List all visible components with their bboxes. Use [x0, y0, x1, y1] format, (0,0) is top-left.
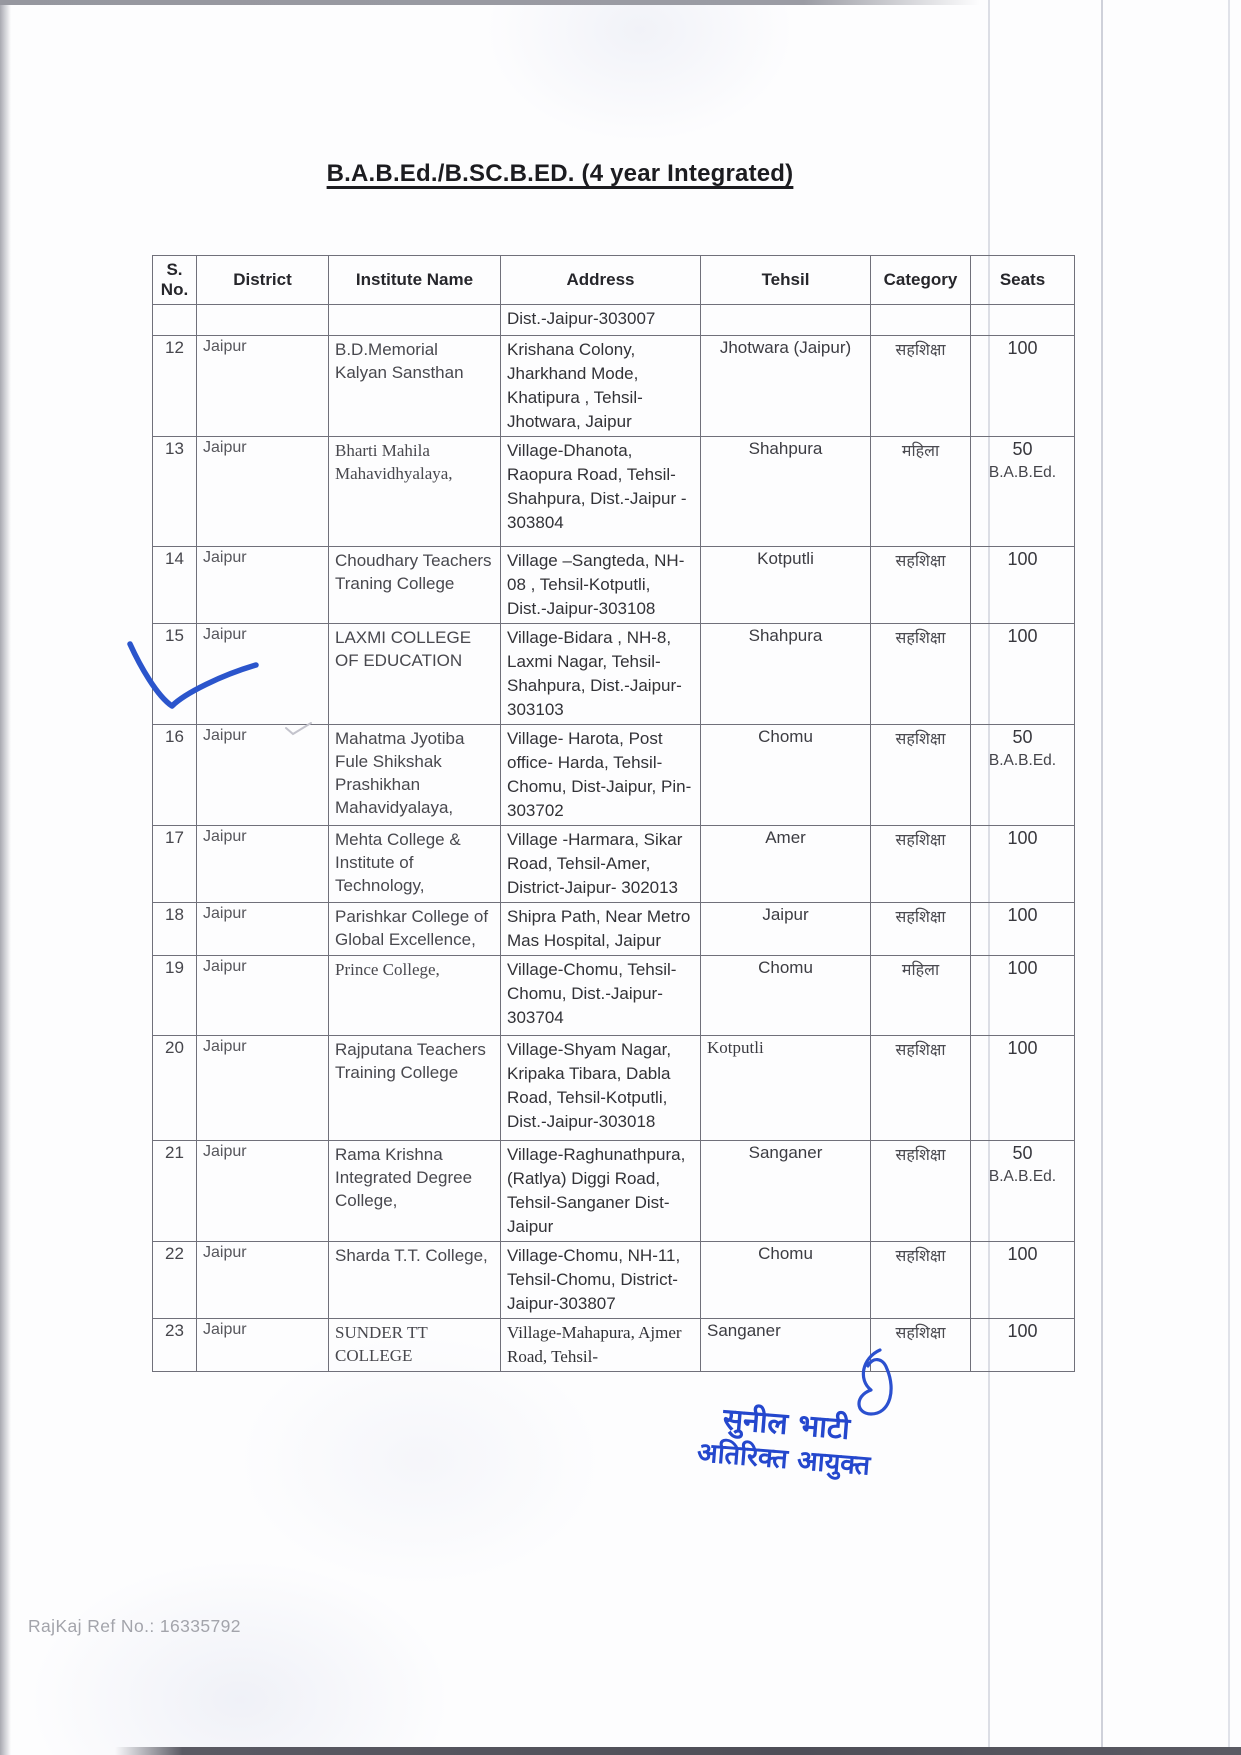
table-row — [153, 826, 1075, 903]
cell-address: Village-Raghunathpura, (Ratlya) Diggi Road, Tehsil-Sanganer Dist-Jaipur — [501, 1141, 701, 1242]
col-header-tehsil: Tehsil — [701, 256, 871, 305]
cell-district: Jaipur — [197, 1036, 329, 1141]
scan-top-edge — [0, 0, 980, 5]
cell-address: Village-Chomu, NH-11, Tehsil-Chomu, District-Jaipur-303807 — [501, 1242, 701, 1319]
cell-address: Village-Mahapura, Ajmer Road, Tehsil- — [501, 1319, 701, 1372]
cell-address: Village -Harmara, Sikar Road, Tehsil-Amer, District-Jaipur- 302013 — [501, 826, 701, 903]
cell-tehsil: Kotputli — [701, 1036, 871, 1141]
cell-seats: 100 — [971, 826, 1075, 903]
cell-sno: 15 — [153, 624, 197, 725]
cell-sno: 21 — [153, 1141, 197, 1242]
cell-institute: Mahatma Jyotiba Fule Shikshak Prashikhan Mahavidyalaya, — [329, 725, 501, 826]
cell-institute: Prince College, — [329, 956, 501, 1036]
cell-district — [197, 305, 329, 336]
cell-district: Jaipur — [197, 547, 329, 624]
cell-tehsil: Jaipur — [701, 903, 871, 956]
cell-seats — [971, 305, 1075, 336]
cell-district: Jaipur — [197, 336, 329, 437]
cell-sno: 14 — [153, 547, 197, 624]
cell-category: सहशिक्षा — [871, 1036, 971, 1141]
cell-category: महिला — [871, 956, 971, 1036]
cell-tehsil: Chomu — [701, 725, 871, 826]
table-row — [153, 1036, 1075, 1141]
col-header-sno: S. No. — [153, 256, 197, 305]
cell-tehsil: Chomu — [701, 1242, 871, 1319]
seats-degree-note: B.A.B.Ed. — [988, 752, 1057, 769]
cell-seats: 100 — [971, 956, 1075, 1036]
cell-institute: LAXMI COLLEGE OF EDUCATION — [329, 624, 501, 725]
cell-address: Village-Chomu, Tehsil-Chomu, Dist.-Jaipur-303704 — [501, 956, 701, 1036]
cell-category: सहशिक्षा — [871, 903, 971, 956]
table-row — [153, 437, 1075, 547]
cell-tehsil: Jhotwara (Jaipur) — [701, 336, 871, 437]
cell-category: सहशिक्षा — [871, 336, 971, 437]
cell-district: Jaipur — [197, 1141, 329, 1242]
cell-address: Krishana Colony, Jharkhand Mode, Khatipura , Tehsil-Jhotwara, Jaipur — [501, 336, 701, 437]
cell-seats: 100 — [971, 624, 1075, 725]
seats-degree-note: B.A.B.Ed. — [988, 464, 1057, 481]
cell-sno: 19 — [153, 956, 197, 1036]
scan-bottom-edge — [115, 1747, 1241, 1755]
cell-institute: Rajputana Teachers Training College — [329, 1036, 501, 1141]
cell-category: सहशिक्षा — [871, 624, 971, 725]
col-header-address: Address — [501, 256, 701, 305]
table-row — [153, 1242, 1075, 1319]
col-header-seats: Seats — [971, 256, 1075, 305]
cell-seats: 50 B.A.B.Ed. — [971, 1141, 1075, 1242]
cell-tehsil: Amer — [701, 826, 871, 903]
institutes-table — [152, 255, 1075, 1372]
cell-institute: Choudhary Teachers Traning College — [329, 547, 501, 624]
page-title: B.A.B.Ed./B.SC.B.ED. (4 year Integrated) — [326, 160, 794, 187]
cell-category: महिला — [871, 437, 971, 547]
table-row — [153, 956, 1075, 1036]
cell-seats: 100 — [971, 903, 1075, 956]
table-row — [153, 1319, 1075, 1372]
cell-address: Village-Dhanota, Raopura Road, Tehsil-Shahpura, Dist.-Jaipur - 303804 — [501, 437, 701, 547]
cell-category: सहशिक्षा — [871, 547, 971, 624]
cell-institute: SUNDER TT COLLEGE — [329, 1319, 501, 1372]
cell-sno — [153, 305, 197, 336]
cell-sno: 23 — [153, 1319, 197, 1372]
cell-sno: 16 — [153, 725, 197, 826]
cell-category: सहशिक्षा — [871, 826, 971, 903]
cell-category — [871, 305, 971, 336]
col-header-category: Category — [871, 256, 971, 305]
seats-degree-note: B.A.B.Ed. — [988, 1168, 1057, 1185]
cell-district: Jaipur — [197, 1319, 329, 1372]
cell-sno: 12 — [153, 336, 197, 437]
cell-category: सहशिक्षा — [871, 1319, 971, 1372]
scan-fold-line — [1101, 0, 1103, 1755]
cell-category: सहशिक्षा — [871, 1141, 971, 1242]
cell-institute: B.D.Memorial Kalyan Sansthan — [329, 336, 501, 437]
cell-institute: Mehta College & Institute of Technology, — [329, 826, 501, 903]
cell-tehsil: Shahpura — [701, 437, 871, 547]
cell-address: Dist.-Jaipur-303007 — [501, 305, 701, 336]
cell-seats: 100 — [971, 1036, 1075, 1141]
cell-sno: 17 — [153, 826, 197, 903]
rajkaj-reference: RajKaj Ref No.: 16335792 — [28, 1616, 241, 1636]
cell-address: Village-Shyam Nagar, Kripaka Tibara, Dabla Road, Tehsil-Kotputli, Dist.-Jaipur-303018 — [501, 1036, 701, 1141]
cell-institute: Sharda T.T. College, — [329, 1242, 501, 1319]
scan-left-edge — [0, 0, 11, 1755]
signatory-designation: अतिरिक्त आयुक्त — [695, 1437, 872, 1482]
table-row — [153, 1141, 1075, 1242]
table-row — [153, 624, 1075, 725]
cell-tehsil — [701, 305, 871, 336]
cell-seats: 100 — [971, 1319, 1075, 1372]
pen-checkmark — [124, 634, 266, 725]
cell-address: Village-Bidara , NH-8, Laxmi Nagar, Tehsil-Shahpura, Dist.-Jaipur-303103 — [501, 624, 701, 725]
cell-institute: Parishkar College of Global Excellence, — [329, 903, 501, 956]
cell-category: सहशिक्षा — [871, 725, 971, 826]
cell-district: Jaipur — [197, 826, 329, 903]
cell-category: सहशिक्षा — [871, 1242, 971, 1319]
cell-seats: 100 — [971, 336, 1075, 437]
cell-tehsil: Sanganer — [701, 1319, 871, 1372]
cell-institute: Bharti Mahila Mahavidhyalaya, — [329, 437, 501, 547]
cell-district: Jaipur — [197, 437, 329, 547]
table-row-continuation — [153, 305, 1075, 336]
scan-fold-line — [1228, 0, 1230, 1755]
cell-tehsil: Sanganer — [701, 1141, 871, 1242]
cell-district: Jaipur — [197, 624, 329, 725]
cell-seats: 50 B.A.B.Ed. — [971, 725, 1075, 826]
cell-seats: 50 B.A.B.Ed. — [971, 437, 1075, 547]
cell-sno: 22 — [153, 1242, 197, 1319]
cell-seats: 100 — [971, 547, 1075, 624]
cell-district: Jaipur — [197, 956, 329, 1036]
cell-institute — [329, 305, 501, 336]
cell-tehsil: Shahpura — [701, 624, 871, 725]
cell-district: Jaipur — [197, 725, 329, 826]
cell-tehsil: Chomu — [701, 956, 871, 1036]
cell-sno: 18 — [153, 903, 197, 956]
cell-district: Jaipur — [197, 1242, 329, 1319]
faint-pencil-mark — [284, 720, 314, 743]
cell-address: Village- Harota, Post office- Harda, Tehsil-Chomu, Dist-Jaipur, Pin-303702 — [501, 725, 701, 826]
cell-district: Jaipur — [197, 903, 329, 956]
cell-institute: Rama Krishna Integrated Degree College, — [329, 1141, 501, 1242]
table-row — [153, 336, 1075, 437]
cell-seats: 100 — [971, 1242, 1075, 1319]
col-header-institute: Institute Name — [329, 256, 501, 305]
table-row — [153, 903, 1075, 956]
table-row — [153, 547, 1075, 624]
col-header-district: District — [197, 256, 329, 305]
cell-address: Village –Sangteda, NH-08 , Tehsil-Kotputli, Dist.-Jaipur-303108 — [501, 547, 701, 624]
cell-tehsil: Kotputli — [701, 547, 871, 624]
cell-address: Shipra Path, Near Metro Mas Hospital, Jaipur — [501, 903, 701, 956]
table-header-row — [153, 256, 1075, 305]
cell-sno: 20 — [153, 1036, 197, 1141]
signatory-name: सुनील भाटी — [721, 1402, 852, 1447]
cell-sno: 13 — [153, 437, 197, 547]
